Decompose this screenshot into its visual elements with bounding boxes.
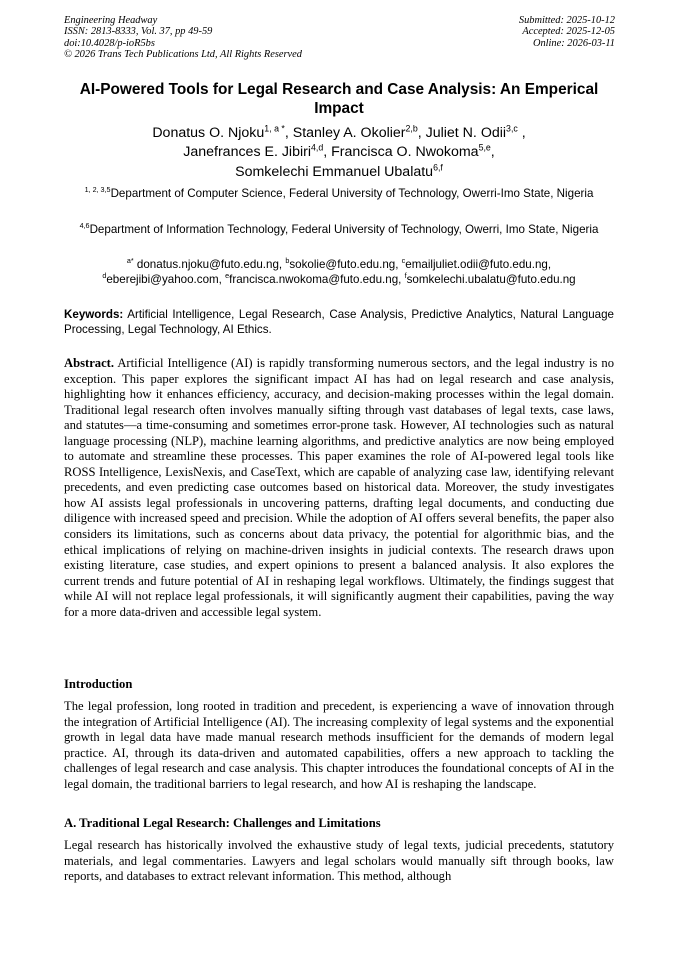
- online-date: Online: 2026-03-11: [532, 37, 615, 49]
- journal-name: Engineering Headway: [64, 15, 158, 26]
- author-affiliation-mark: 5,e: [478, 142, 491, 153]
- email-address[interactable]: donatus.njoku@futo.edu.ng,: [133, 258, 286, 271]
- author-list: [64, 124, 614, 182]
- email-mark: f: [404, 271, 407, 281]
- affiliation-text: Department of Computer Science, Federal University of Technology, Owerri-Imo State, Nigeria: [110, 187, 594, 200]
- author-affiliation-mark: 6,f: [433, 162, 443, 173]
- keywords-paragraph: [64, 308, 614, 337]
- email-address[interactable]: somkelechi.ubalatu@futo.edu.ng: [406, 273, 576, 286]
- section-a-paragraph: Legal research has historically involved the exhaustive study of legal texts, judicial precedents, statutory materials, and legal commentaries. Lawyers and legal scholars would manually sift through books, law reports, and databases to extract relevant information. This method, although: [64, 838, 614, 884]
- author-name: Donatus O. Njoku: [152, 125, 265, 141]
- copyright-line: © 2026 Trans Tech Publications Ltd, All Rights Reserved: [64, 49, 302, 61]
- introduction-heading: Introduction: [64, 677, 133, 691]
- email-mark: a*: [126, 256, 134, 266]
- email-list: [64, 257, 614, 287]
- affiliation-mark: 4,6: [79, 221, 90, 231]
- email-mark: d: [102, 271, 107, 281]
- issn-line: ISSN: 2813-8333, Vol. 37, pp 49-59: [64, 26, 213, 38]
- abstract-text: Artificial Intelligence (AI) is rapidly transforming numerous sectors, and the legal industry is no exception. This paper explores the significant impact AI has had on legal research and case analysis, highlighting how it enhances efficiency, accuracy, and decision-making processes within the legal domain. Traditional legal research often involves manually sifting through vast databases of legal texts, case laws, and statutes—a time-consuming and sometimes error-prone task. However, AI technologies such as natural language processing (NLP), machine learning algorithms, and predictive analytics are now being employed to automate and streamline these processes. This paper examines the role of AI-powered legal tools like ROSS Intelligence, LexisNexis, and CaseText, which are capable of analyzing case law, identifying relevant precedents, and even predicting case outcomes based on historical data. Moreover, the study investigates how AI assists legal professionals in uncovering patterns, drafting legal documents, and conducting due diligence with increased speed and precision. While the adoption of AI offers several benefits, the paper also considers its limitations, such as concerns about data privacy, the potential for algorithmic bias, and the ethical implications of relying on machine-driven insights in judicial contexts. The research draws upon existing literature, case studies, and expert opinions to present a balanced analysis. It also explores the current trends and future potential of AI in reshaping legal workflows. Ultimately, the findings suggest that while AI will not replace legal professionals, it will significantly augment their capabilities, paving the way for a more data-driven and accessible legal system.: [64, 356, 614, 619]
- accepted-date: Accepted: 2025-12-05: [522, 26, 615, 38]
- author-affiliation-mark: 3,c: [506, 123, 518, 134]
- keywords-label: Keywords:: [64, 308, 124, 321]
- author-name: Francisca O. Nwokoma: [331, 144, 479, 161]
- keywords-text: Artificial Intelligence, Legal Research, Case Analysis, Predictive Analytics, Natural Language Processing, Legal Technology, AI Ethics.: [64, 308, 614, 336]
- author-separator: ,: [284, 125, 293, 141]
- affiliation-mark: 1, 2, 3,5: [84, 185, 111, 195]
- author-separator: ,: [417, 125, 426, 141]
- journal-info: [64, 15, 302, 61]
- paper-title: AI-Powered Tools for Legal Research and Case Analysis: An Emperical Impact: [79, 81, 599, 117]
- author-name: Juliet N. Odii: [425, 125, 507, 141]
- author-affiliation-mark: 1, a *: [264, 123, 285, 134]
- email-mark: c: [401, 256, 406, 266]
- author-name: Stanley A. Okolier: [292, 125, 406, 141]
- email-address[interactable]: sokolie@futo.edu.ng,: [289, 258, 402, 271]
- affiliation-text: Department of Information Technology, Federal University of Technology, Owerri, Imo State, Nigeria: [89, 223, 599, 236]
- publication-dates: [519, 15, 615, 49]
- abstract-label: Abstract.: [64, 356, 115, 370]
- author-separator: ,: [490, 144, 495, 161]
- email-mark: e: [225, 271, 230, 281]
- author-affiliation-mark: 2,b: [405, 123, 418, 134]
- affiliation-information-technology: [64, 222, 614, 237]
- author-name: Janefrances E. Jibiri: [183, 144, 311, 161]
- author-separator: ,: [517, 125, 526, 141]
- email-address[interactable]: emailjuliet.odii@futo.edu.ng,: [405, 258, 552, 271]
- email-mark: b: [285, 256, 290, 266]
- author-name: Somkelechi Emmanuel Ubalatu: [235, 163, 434, 180]
- submitted-date: Submitted: 2025-10-12: [518, 15, 615, 26]
- abstract-paragraph: [64, 356, 614, 620]
- affiliation-computer-science: [64, 186, 614, 201]
- email-address[interactable]: francisca.nwokoma@futo.edu.ng,: [229, 273, 405, 286]
- email-address[interactable]: eberejibi@yahoo.com,: [106, 273, 226, 286]
- section-a-heading: A. Traditional Legal Research: Challenges and Limitations: [64, 816, 381, 830]
- doi-line[interactable]: doi:10.4028/p-ioR5bs: [64, 37, 155, 49]
- author-separator: ,: [323, 144, 332, 161]
- author-affiliation-mark: 4,d: [311, 142, 324, 153]
- introduction-paragraph: The legal profession, long rooted in tradition and precedent, is experiencing a wave of innovation through the integration of Artificial Intelligence (AI). The increasing complexity of legal systems and the exponential growth in legal data have made manual research methods insufficient for the demands of modern legal practice. AI, through its data-driven and automated capabilities, offers a new approach to tackling the challenges of legal research and case analysis. This chapter introduces the foundational concepts of AI in the legal domain, the traditional barriers to legal research, and how AI is reshaping the landscape.: [64, 699, 614, 791]
